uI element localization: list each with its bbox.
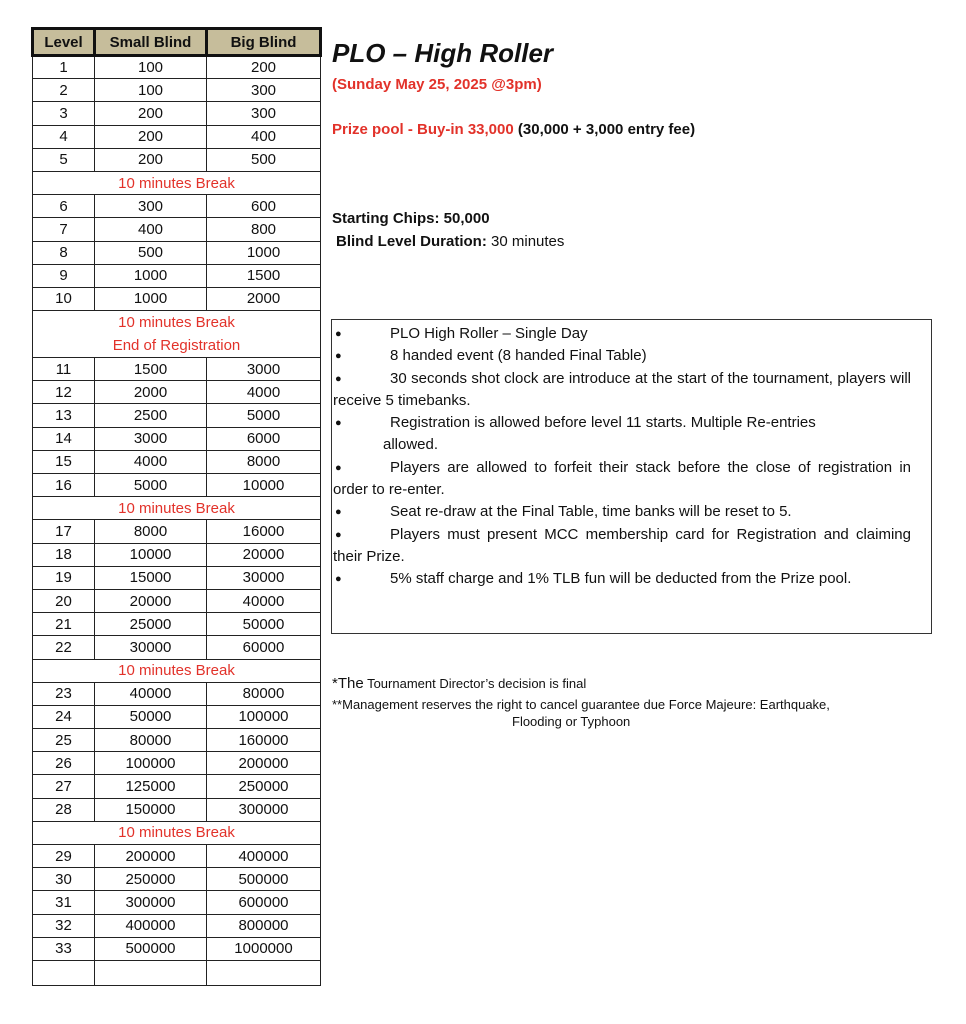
bullet-icon: ● bbox=[335, 328, 342, 340]
break-cell bbox=[33, 311, 321, 358]
table-header-row bbox=[33, 29, 321, 56]
level-cell: 21 bbox=[33, 613, 95, 636]
blind-table-body bbox=[33, 56, 321, 986]
duration-label: Blind Level Duration: bbox=[336, 233, 487, 250]
prize-pool-breakdown: (30,000 + 3,000 entry fee) bbox=[517, 121, 696, 138]
small-blind-cell: 15000 bbox=[95, 566, 207, 589]
small-blind-cell: 8000 bbox=[95, 520, 207, 543]
rule-item-continuation bbox=[333, 434, 911, 456]
small-blind-cell: 500 bbox=[95, 241, 207, 264]
big-blind-cell: 200 bbox=[207, 56, 321, 79]
big-blind-cell: 250000 bbox=[207, 775, 321, 798]
bullet-icon: ● bbox=[335, 528, 342, 541]
small-blind-cell: 500000 bbox=[95, 937, 207, 960]
break-cell bbox=[33, 171, 321, 194]
page-title: PLO – High Roller bbox=[332, 38, 554, 68]
event-date: (Sunday May 25, 2025 @3pm) bbox=[332, 76, 542, 93]
level-cell: 10 bbox=[33, 287, 95, 310]
big-blind-cell: 100000 bbox=[207, 705, 321, 728]
table-row bbox=[33, 241, 321, 264]
big-blind-cell: 10000 bbox=[207, 474, 321, 497]
small-blind-cell: 40000 bbox=[95, 682, 207, 705]
big-blind-cell: 400000 bbox=[207, 845, 321, 868]
rule-item bbox=[333, 345, 911, 367]
level-cell: 32 bbox=[33, 914, 95, 937]
prize-pool bbox=[332, 121, 695, 138]
small-blind-cell: 400 bbox=[95, 218, 207, 241]
level-cell: 24 bbox=[33, 705, 95, 728]
rule-item bbox=[333, 412, 911, 434]
rule-text: Seat re-draw at the Final Table, time banks will be reset to 5. bbox=[390, 503, 792, 521]
small-blind-cell: 125000 bbox=[95, 775, 207, 798]
rule-item bbox=[333, 457, 911, 502]
big-blind-cell: 20000 bbox=[207, 543, 321, 566]
rule-text: allowed. bbox=[383, 436, 439, 454]
small-blind-cell: 100 bbox=[95, 56, 207, 79]
big-blind-cell: 8000 bbox=[207, 450, 321, 473]
rule-item bbox=[333, 524, 911, 569]
level-cell: 31 bbox=[33, 891, 95, 914]
table-row bbox=[33, 845, 321, 868]
small-blind-cell: 150000 bbox=[95, 798, 207, 821]
table-row bbox=[33, 381, 321, 404]
table-row bbox=[33, 775, 321, 798]
level-cell: 3 bbox=[33, 102, 95, 125]
table-row bbox=[33, 543, 321, 566]
big-blind-cell: 40000 bbox=[207, 589, 321, 612]
small-blind-cell: 2000 bbox=[95, 381, 207, 404]
table-row bbox=[33, 868, 321, 891]
rule-text: 30 seconds shot clock are introduce at the start of the tournament, players will receive 5 timebanks. bbox=[333, 369, 911, 409]
blind-structure-table bbox=[31, 27, 322, 986]
big-blind-cell: 200000 bbox=[207, 752, 321, 775]
level-cell: 30 bbox=[33, 868, 95, 891]
level-cell: 5 bbox=[33, 148, 95, 171]
big-blind-cell: 1500 bbox=[207, 264, 321, 287]
table-row bbox=[33, 705, 321, 728]
table-row bbox=[33, 914, 321, 937]
bullet-icon: ● bbox=[335, 350, 342, 363]
level-cell: 18 bbox=[33, 543, 95, 566]
level-cell: 6 bbox=[33, 195, 95, 218]
empty-row bbox=[33, 960, 321, 985]
big-blind-cell: 160000 bbox=[207, 729, 321, 752]
starting-chips: Starting Chips: 50,000 bbox=[332, 210, 490, 227]
big-blind-cell: 60000 bbox=[207, 636, 321, 659]
management-note-line1: **Management reserves the right to cancel guarantee due Force Majeure: Earthquake, bbox=[332, 697, 830, 712]
break-row bbox=[33, 171, 321, 194]
level-cell: 14 bbox=[33, 427, 95, 450]
big-blind-cell: 500 bbox=[207, 148, 321, 171]
rule-item bbox=[333, 368, 911, 413]
level-cell: 13 bbox=[33, 404, 95, 427]
big-blind-cell: 4000 bbox=[207, 381, 321, 404]
table-row bbox=[33, 798, 321, 821]
level-cell: 4 bbox=[33, 125, 95, 148]
table-row bbox=[33, 613, 321, 636]
small-blind-cell: 1000 bbox=[95, 287, 207, 310]
small-blind-cell: 10000 bbox=[95, 543, 207, 566]
break-label: 10 minutes Break bbox=[118, 499, 235, 517]
blind-level-duration bbox=[336, 233, 564, 250]
rule-item bbox=[333, 501, 911, 523]
small-blind-cell: 80000 bbox=[95, 729, 207, 752]
small-blind-cell: 1500 bbox=[95, 358, 207, 381]
small-blind-cell: 300000 bbox=[95, 891, 207, 914]
table-row bbox=[33, 102, 321, 125]
small-blind-cell: 300 bbox=[95, 195, 207, 218]
level-cell: 1 bbox=[33, 56, 95, 79]
level-cell: 16 bbox=[33, 474, 95, 497]
break-cell bbox=[33, 659, 321, 682]
table-row bbox=[33, 474, 321, 497]
level-cell: 27 bbox=[33, 775, 95, 798]
rule-text: 5% staff charge and 1% TLB fun will be deducted from the Prize pool. bbox=[390, 570, 852, 588]
empty-cell bbox=[95, 960, 207, 985]
big-blind-cell: 600000 bbox=[207, 891, 321, 914]
table-row bbox=[33, 752, 321, 775]
table-row bbox=[33, 520, 321, 543]
level-cell: 29 bbox=[33, 845, 95, 868]
break-label: 10 minutes Break bbox=[118, 662, 235, 680]
level-cell: 23 bbox=[33, 682, 95, 705]
table-row bbox=[33, 636, 321, 659]
big-blind-cell: 80000 bbox=[207, 682, 321, 705]
rule-item bbox=[333, 323, 911, 345]
big-blind-cell: 5000 bbox=[207, 404, 321, 427]
rule-text: Players are allowed to forfeit their stack before the close of registration in order to re-enter. bbox=[333, 458, 911, 499]
small-blind-cell: 50000 bbox=[95, 705, 207, 728]
rule-text: Registration is allowed before level 11 starts. Multiple Re-entries bbox=[390, 414, 816, 432]
small-blind-cell: 3000 bbox=[95, 427, 207, 450]
big-blind-cell: 300 bbox=[207, 79, 321, 102]
table-row bbox=[33, 125, 321, 148]
small-blind-cell: 200000 bbox=[95, 845, 207, 868]
rule-text: PLO High Roller – Single Day bbox=[390, 325, 588, 342]
management-note bbox=[332, 696, 892, 730]
table-row bbox=[33, 891, 321, 914]
level-cell: 26 bbox=[33, 752, 95, 775]
break-cell bbox=[33, 821, 321, 844]
management-note-line2: Flooding or Typhoon bbox=[512, 714, 631, 729]
table-row bbox=[33, 287, 321, 310]
big-blind-cell: 600 bbox=[207, 195, 321, 218]
big-blind-cell: 800 bbox=[207, 218, 321, 241]
bullet-icon: ● bbox=[335, 417, 342, 430]
level-cell: 7 bbox=[33, 218, 95, 241]
table-row bbox=[33, 56, 321, 79]
level-cell: 15 bbox=[33, 450, 95, 473]
big-blind-cell: 400 bbox=[207, 125, 321, 148]
empty-cell bbox=[33, 960, 95, 985]
rules-list bbox=[332, 320, 931, 591]
big-blind-cell: 1000000 bbox=[207, 937, 321, 960]
level-cell: 17 bbox=[33, 520, 95, 543]
bullet-icon: ● bbox=[335, 372, 342, 385]
table-row bbox=[33, 427, 321, 450]
table-row bbox=[33, 79, 321, 102]
prize-pool-buyin: Prize pool - Buy-in 33,000 bbox=[332, 121, 514, 138]
big-blind-cell: 6000 bbox=[207, 427, 321, 450]
empty-cell bbox=[207, 960, 321, 985]
level-cell: 19 bbox=[33, 566, 95, 589]
small-blind-cell: 200 bbox=[95, 125, 207, 148]
big-blind-cell: 2000 bbox=[207, 287, 321, 310]
big-blind-cell: 50000 bbox=[207, 613, 321, 636]
level-cell: 28 bbox=[33, 798, 95, 821]
big-blind-cell: 16000 bbox=[207, 520, 321, 543]
table-row bbox=[33, 729, 321, 752]
small-blind-cell: 250000 bbox=[95, 868, 207, 891]
level-cell: 22 bbox=[33, 636, 95, 659]
level-cell: 2 bbox=[33, 79, 95, 102]
rules-box bbox=[331, 319, 932, 634]
big-blind-cell: 300000 bbox=[207, 798, 321, 821]
break-label: 10 minutes Break bbox=[118, 824, 235, 842]
bullet-icon: ● bbox=[335, 573, 342, 586]
break-cell bbox=[33, 497, 321, 520]
small-blind-cell: 2500 bbox=[95, 404, 207, 427]
big-blind-cell: 1000 bbox=[207, 241, 321, 264]
break-row bbox=[33, 497, 321, 520]
table-row bbox=[33, 148, 321, 171]
break-row bbox=[33, 311, 321, 358]
table-row bbox=[33, 682, 321, 705]
header-big-blind: Big Blind bbox=[207, 29, 321, 56]
break-label: 10 minutes Break bbox=[118, 174, 235, 192]
table-row bbox=[33, 358, 321, 381]
level-cell: 12 bbox=[33, 381, 95, 404]
note-star: *The bbox=[332, 675, 364, 692]
level-cell: 33 bbox=[33, 937, 95, 960]
big-blind-cell: 3000 bbox=[207, 358, 321, 381]
small-blind-cell: 200 bbox=[95, 102, 207, 125]
big-blind-cell: 800000 bbox=[207, 914, 321, 937]
header-small-blind: Small Blind bbox=[95, 29, 207, 56]
small-blind-cell: 30000 bbox=[95, 636, 207, 659]
level-cell: 9 bbox=[33, 264, 95, 287]
rule-text: 8 handed event (8 handed Final Table) bbox=[390, 347, 647, 365]
break-label: 10 minutes Break bbox=[118, 314, 235, 332]
table-row bbox=[33, 566, 321, 589]
small-blind-cell: 200 bbox=[95, 148, 207, 171]
level-cell: 25 bbox=[33, 729, 95, 752]
small-blind-cell: 25000 bbox=[95, 613, 207, 636]
big-blind-cell: 500000 bbox=[207, 868, 321, 891]
bullet-icon: ● bbox=[335, 461, 342, 474]
table-row bbox=[33, 450, 321, 473]
small-blind-cell: 100000 bbox=[95, 752, 207, 775]
table-row bbox=[33, 404, 321, 427]
big-blind-cell: 300 bbox=[207, 102, 321, 125]
bullet-icon: ● bbox=[335, 506, 342, 519]
small-blind-cell: 4000 bbox=[95, 450, 207, 473]
rule-item bbox=[333, 568, 911, 590]
duration-value: 30 minutes bbox=[491, 233, 565, 250]
table-row bbox=[33, 937, 321, 960]
level-cell: 20 bbox=[33, 589, 95, 612]
director-note bbox=[332, 675, 586, 692]
level-cell: 11 bbox=[33, 358, 95, 381]
header-level: Level bbox=[33, 29, 95, 56]
table-row bbox=[33, 195, 321, 218]
small-blind-cell: 1000 bbox=[95, 264, 207, 287]
note-text: Tournament Director’s decision is final bbox=[363, 676, 587, 691]
table-row bbox=[33, 589, 321, 612]
small-blind-cell: 100 bbox=[95, 79, 207, 102]
small-blind-cell: 20000 bbox=[95, 589, 207, 612]
break-row bbox=[33, 659, 321, 682]
break-row bbox=[33, 821, 321, 844]
big-blind-cell: 30000 bbox=[207, 566, 321, 589]
registration-end-label: End of Registration bbox=[112, 337, 241, 355]
small-blind-cell: 5000 bbox=[95, 474, 207, 497]
table-row bbox=[33, 218, 321, 241]
level-cell: 8 bbox=[33, 241, 95, 264]
table-row bbox=[33, 264, 321, 287]
rule-text: Players must present MCC membership card for Registration and claiming their Prize. bbox=[333, 525, 911, 565]
small-blind-cell: 400000 bbox=[95, 914, 207, 937]
